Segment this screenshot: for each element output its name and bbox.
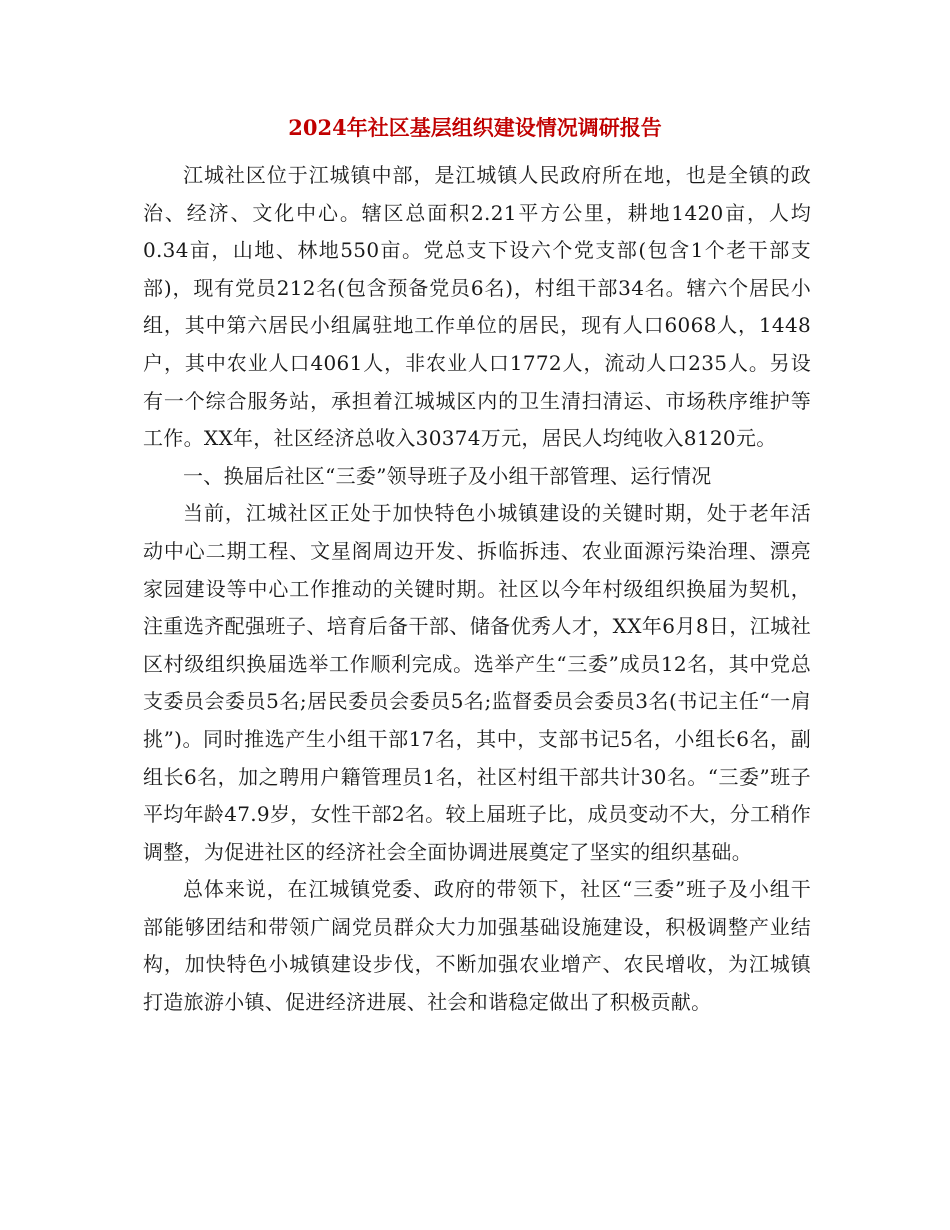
document-title: 2024年社区基层组织建设情况调研报告 [288, 115, 662, 140]
paragraph-current-status: 当前，江城社区正处于加快特色小城镇建设的关键时期，处于老年活动中心二期工程、文星阁周边开发、拆临拆违、农业面源污染治理、漂亮家园建设等中心工作推动的关键时期。社区以今年村级组织换届为契机，注重选齐配强班子、培育后备干部、储备优秀人才，XX年6月8日，江城社区村级组织换届选举工作顺利完成。选举产生“三委”成员12名，其中党总支委员会委员5名;居民委员会委员5名;监督委员会委员3名(书记主任“一肩挑”)。同时推选产生小组干部17名，其中，支部书记5名，小组长6名，副组长6名，加之聘用户籍管理员1名，社区村组干部共计30名。“三委”班子平均年龄47.9岁，女性干部2名。较上届班子比，成员变动不大，分工稍作调整，为促进社区的经济社会全面协调进展奠定了坚实的组织基础。 [143, 501, 811, 864]
section-heading: 一、换届后社区“三委”领导班子及小组干部管理、运行情况 [183, 463, 712, 488]
paragraph-summary: 总体来说，在江城镇党委、政府的带领下，社区“三委”班子及小组干部能够团结和带领广阔党员群众大力加强基础设施建设，积极调整产业结构，加快特色小城镇建设步伐，不断加强农业增产、农民增收，为江城镇打造旅游小镇、促进经济进展、社会和谐稳定做出了积极贡献。 [143, 877, 811, 1015]
document-body [143, 157, 811, 1022]
paragraph-overview: 江城社区位于江城镇中部，是江城镇人民政府所在地，也是全镇的政治、经济、文化中心。辖区总面积2.21平方公里，耕地1420亩，人均0.34亩，山地、林地550亩。党总支下设六个党支部(包含1个老干部支部)，现有党员212名(包含预备党员6名)，村组干部34名。辖六个居民小组，其中第六居民小组属驻地工作单位的居民，现有人口6068人，1448户，其中农业人口4061人，非农业人口1772人，流动人口235人。另设有一个综合服务站，承担着江城城区内的卫生清扫清运、市场秩序维护等工作。XX年，社区经济总收入30374万元，居民人均纯收入8120元。 [143, 163, 811, 451]
